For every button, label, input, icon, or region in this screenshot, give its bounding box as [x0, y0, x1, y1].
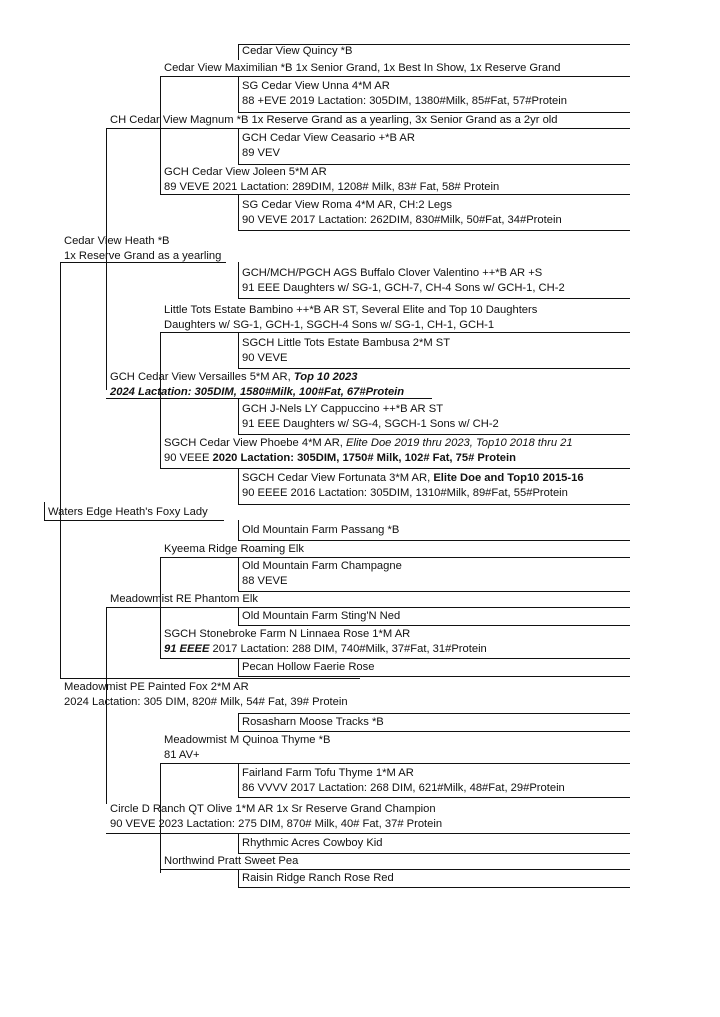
pedigree-node-d-dss	[242, 715, 384, 730]
node-name: Kyeema Ridge Roaming Elk	[164, 543, 304, 555]
pedigree-node-d-dsd	[242, 766, 565, 796]
node-name: Cedar View Heath *B	[64, 235, 170, 247]
connector-line	[238, 557, 239, 591]
connector-line	[238, 797, 630, 798]
node-name: Little Tots Estate Bambino ++*B AR ST, Several Elite and Top 10 Daughters	[164, 304, 538, 316]
node-name: CH Cedar View Magnum *B 1x Reserve Grand as a yearling, 3x Senior Grand as a 2yr old	[110, 114, 558, 126]
connector-line	[238, 520, 239, 540]
pedigree-node-d-dam	[110, 802, 442, 832]
pedigree-node-d-sss	[242, 523, 399, 538]
node-name: GCH/MCH/PGCH AGS Buffalo Clover Valentino ++*B AR +S	[242, 267, 543, 279]
pedigree-node-dsd	[242, 336, 450, 366]
connector-line	[238, 676, 630, 677]
connector-line	[60, 678, 360, 679]
pedigree-node-sds	[242, 131, 415, 161]
node-name: Rosasharn Moose Tracks *B	[242, 716, 384, 728]
pedigree-node-s-sire	[110, 113, 558, 128]
connector-line	[44, 502, 45, 520]
node-detail: 91 EEE Daughters w/ SG-4, SGCH-1 Sons w/ CH-2	[242, 418, 499, 430]
node-detail: 86 VVVV 2017 Lactation: 268 DIM, 621#Milk, 48#Fat, 29#Protein	[242, 782, 565, 794]
node-name: GCH Cedar View Ceasario +*B AR	[242, 132, 415, 144]
node-detail: 90 VEEE 2020 Lactation: 305DIM, 1750# Milk, 102# Fat, 75# Protein	[164, 452, 516, 464]
pedigree-node-d-ddd	[242, 871, 394, 886]
connector-line	[238, 833, 239, 853]
connector-line	[238, 262, 239, 298]
pedigree-node-d-dd	[164, 854, 298, 869]
node-name: Fairland Farm Tofu Thyme 1*M AR	[242, 767, 414, 779]
node-detail: Daughters w/ SG-1, GCH-1, SGCH-4 Sons w/ SG-1, CH-1, GCH-1	[164, 319, 495, 331]
connector-line	[106, 128, 630, 129]
pedigree-node-dam	[64, 680, 348, 710]
pedigree-node-s-dam	[110, 370, 404, 400]
node-name: Circle D Ranch QT Olive 1*M AR 1x Sr Reserve Grand Champion	[110, 803, 436, 815]
node-name: Pecan Hollow Faerie Rose	[242, 661, 375, 673]
pedigree-subject	[48, 505, 208, 520]
connector-line	[238, 128, 239, 164]
node-name: SG Cedar View Unna 4*M AR	[242, 80, 390, 92]
pedigree-node-ddd	[242, 471, 584, 501]
node-name: SGCH Cedar View Phoebe 4*M AR, Elite Doe 2019 thru 2023, Top10 2018 thru 21	[164, 437, 573, 449]
node-name: Meadowmist RE Phantom Elk	[110, 593, 258, 605]
connector-line	[238, 713, 630, 714]
connector-line	[238, 591, 630, 592]
node-name: GCH Cedar View Joleen 5*M AR	[164, 166, 327, 178]
pedigree-node-d-sdd	[242, 660, 374, 675]
node-name: Rhythmic Acres Cowboy Kid	[242, 837, 383, 849]
connector-line	[238, 607, 239, 625]
pedigree-node-ss	[164, 61, 561, 76]
connector-line	[238, 540, 630, 541]
pedigree-node-d-sire	[110, 592, 258, 607]
node-detail: 89 VEV	[242, 147, 280, 159]
pedigree-node-sdd	[242, 198, 562, 228]
connector-line	[238, 230, 630, 231]
connector-line	[160, 558, 161, 658]
node-detail: 90 VEVE	[242, 352, 288, 364]
node-name: SGCH Stonebroke Farm N Linnaea Rose 1*M AR	[164, 628, 411, 640]
pedigree-node-ssd	[242, 79, 567, 109]
node-detail: 89 VEVE 2021 Lactation: 289DIM, 1208# Milk, 83# Fat, 58# Protein	[164, 181, 500, 193]
pedigree-node-dds	[242, 402, 499, 432]
node-name: Cedar View Quincy *B	[242, 45, 353, 57]
connector-line	[238, 468, 239, 504]
connector-line	[60, 262, 61, 678]
connector-line	[238, 731, 630, 732]
connector-line	[238, 763, 239, 797]
pedigree-node-sd	[164, 165, 499, 195]
node-detail: 1x Reserve Grand as a yearling	[64, 250, 222, 262]
node-detail: 90 VEVE 2023 Lactation: 275 DIM, 870# Milk, 40# Fat, 37# Protein	[110, 818, 443, 830]
connector-line	[238, 887, 630, 888]
connector-line	[160, 658, 630, 659]
node-name: Old Mountain Farm Passang *B	[242, 524, 400, 536]
node-name: SGCH Cedar View Fortunata 3*M AR, Elite Doe and Top10 2015-16	[242, 472, 584, 484]
node-detail: 88 +EVE 2019 Lactation: 305DIM, 1380#Milk, 85#Fat, 57#Protein	[242, 95, 567, 107]
connector-line	[238, 713, 239, 731]
connector-line	[238, 368, 630, 369]
node-name: Old Mountain Farm Champagne	[242, 560, 402, 572]
node-detail: 90 VEVE 2017 Lactation: 262DIM, 830#Milk, 50#Fat, 34#Protein	[242, 214, 562, 226]
connector-line	[106, 833, 630, 834]
connector-line	[160, 763, 630, 764]
connector-line	[106, 607, 630, 608]
node-name: Northwind Pratt Sweet Pea	[164, 855, 299, 867]
pedigree-node-sire	[64, 234, 221, 264]
connector-line	[238, 332, 239, 368]
pedigree-node-d-dds	[242, 836, 383, 851]
connector-line	[238, 194, 239, 230]
connector-line	[44, 520, 224, 521]
pedigree-node-d-ssd	[242, 559, 402, 589]
connector-line	[160, 869, 630, 870]
connector-line	[160, 468, 630, 469]
connector-line	[160, 332, 161, 468]
connector-line	[238, 298, 630, 299]
pedigree-node-dd	[164, 436, 573, 466]
node-detail: 2024 Lactation: 305 DIM, 820# Milk, 54# Fat, 39# Protein	[64, 696, 348, 708]
node-name: Old Mountain Farm Sting'N Ned	[242, 610, 401, 622]
connector-line	[238, 504, 630, 505]
connector-line	[238, 44, 239, 60]
node-detail: 91 EEEE 2017 Lactation: 288 DIM, 740#Milk, 37#Fat, 31#Protein	[164, 643, 487, 655]
node-name: Meadowmist PE Painted Fox 2*M AR	[64, 681, 249, 693]
connector-line	[238, 658, 239, 676]
connector-line	[238, 76, 239, 112]
node-name: GCH J-Nels LY Cappuccino ++*B AR ST	[242, 403, 444, 415]
connector-line	[238, 398, 239, 434]
node-name: SG Cedar View Roma 4*M AR, CH:2 Legs	[242, 199, 452, 211]
subject-name: Waters Edge Heath's Foxy Lady	[48, 506, 208, 518]
connector-line	[160, 76, 630, 77]
pedigree-node-dss	[242, 266, 565, 296]
node-name: Raisin Ridge Ranch Rose Red	[242, 872, 394, 884]
node-detail: 90 EEEE 2016 Lactation: 305DIM, 1310#Milk, 89#Fat, 55#Protein	[242, 487, 568, 499]
pedigree-node-d-ss	[164, 542, 304, 557]
connector-line	[160, 557, 630, 558]
pedigree-node-d-ds	[164, 733, 330, 763]
connector-line	[238, 869, 239, 887]
connector-line	[238, 625, 630, 626]
node-detail: 2024 Lactation: 305DIM, 1580#Milk, 100#Fat, 67#Protein	[110, 386, 405, 398]
node-name: SGCH Little Tots Estate Bambusa 2*M ST	[242, 337, 451, 349]
node-name: Cedar View Maximilian *B 1x Senior Grand, 1x Best In Show, 1x Reserve Grand	[164, 62, 561, 74]
connector-line	[160, 76, 161, 194]
node-detail: 81 AV+	[164, 749, 200, 761]
pedigree-node-d-sd	[164, 627, 487, 657]
node-detail: 91 EEE Daughters w/ SG-1, GCH-7, CH-4 Sons w/ GCH-1, CH-2	[242, 282, 565, 294]
node-detail: 88 VEVE	[242, 575, 288, 587]
connector-line	[238, 434, 630, 435]
node-name: GCH Cedar View Versailles 5*M AR, Top 10 2023	[110, 371, 358, 383]
node-name: Meadowmist M Quinoa Thyme *B	[164, 734, 331, 746]
pedigree-node-sss	[242, 44, 352, 59]
pedigree-node-ds	[164, 303, 537, 333]
pedigree-node-d-sds	[242, 609, 400, 624]
